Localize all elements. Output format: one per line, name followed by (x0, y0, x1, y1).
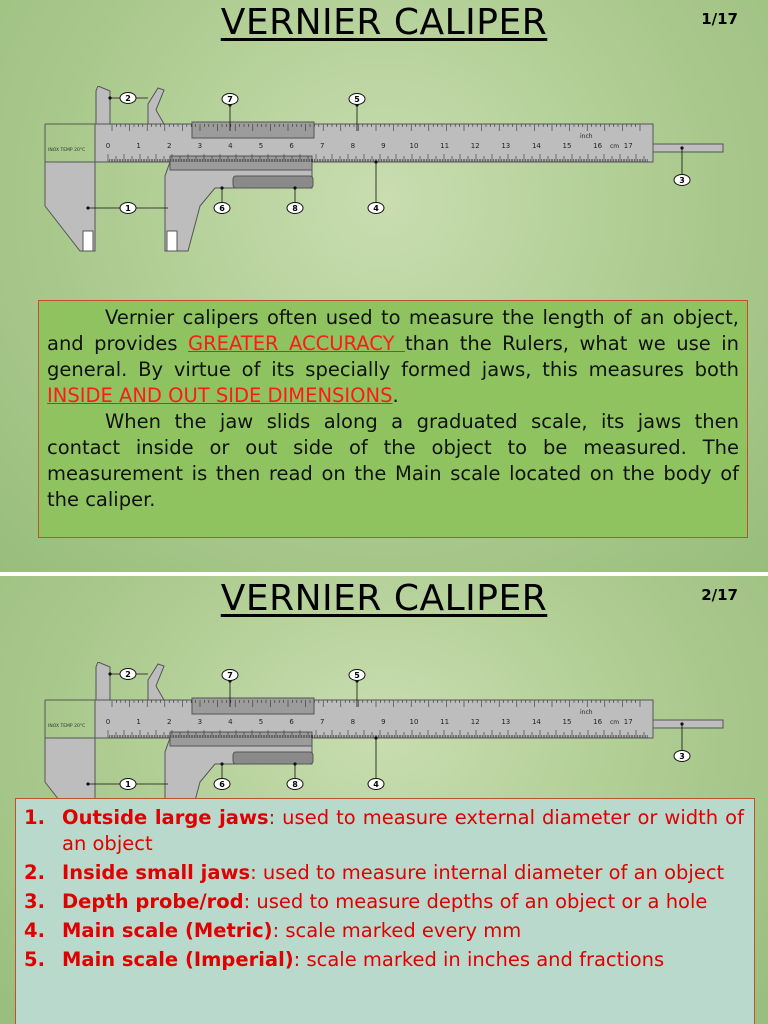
scale-number: 13 (501, 142, 511, 150)
highlight-dimensions: INSIDE AND OUT SIDE DIMENSIONS (47, 384, 393, 407)
callout-label: 3 (679, 176, 685, 185)
page-number: 2/17 (701, 586, 738, 604)
scale-number: 9 (381, 142, 386, 150)
paragraph-2: When the jaw slids along a graduated scale, its jaws then contact inside or out side of the object to be measured. The measurement is then read on the Main scale located on the body of the caliper. (47, 410, 739, 511)
scale-number: 8 (350, 718, 356, 726)
scale-number: 14 (531, 142, 541, 150)
scale-number: 6 (289, 142, 294, 150)
scale-number: 15 (562, 142, 572, 150)
scale-number: 8 (350, 142, 356, 150)
caliper-diagram (40, 86, 730, 256)
callout-label: 2 (125, 670, 131, 679)
scale-number: 17 (623, 718, 633, 726)
scale-number: 15 (562, 718, 572, 726)
scale-number: 17 (623, 142, 633, 150)
brand-label: INOX TEMP 20°C (48, 148, 86, 153)
scale-number: 16 (593, 718, 603, 726)
slide-title: VERNIER CALIPER (220, 2, 548, 43)
brand-label: INOX TEMP 20°C (48, 724, 86, 729)
scale-number: 1 (136, 718, 141, 726)
jaw-tip (167, 231, 177, 251)
fixed-jaw (45, 86, 110, 251)
slide-title: VERNIER CALIPER (220, 578, 548, 619)
callout-label: 1 (125, 780, 131, 789)
scale-number: 4 (228, 142, 233, 150)
unit-cm: cm (610, 143, 620, 150)
scale-number: 6 (289, 718, 294, 726)
list-item: 4. Main scale (Metric): scale marked every mm (24, 919, 522, 942)
scale-number: 12 (470, 718, 480, 726)
list-item: 5. Main scale (Imperial): scale marked in inches and fractions (24, 948, 665, 971)
scale-number: 5 (258, 718, 264, 726)
description-box (38, 300, 748, 538)
scale-number: 0 (105, 718, 111, 726)
list-item: 1. Outside large jaws: used to measure external diameter or width of an object (24, 806, 744, 855)
scale-number: 7 (319, 142, 325, 150)
scale-number: 3 (197, 718, 203, 726)
thumb-screw (233, 176, 313, 188)
unit-inch: inch (580, 709, 593, 716)
inside-jaw (148, 88, 164, 124)
callout-label: 6 (219, 780, 225, 789)
callout-label: 4 (373, 780, 379, 789)
depth-rod (653, 144, 723, 152)
scale-number: 2 (166, 142, 172, 150)
highlight-greater-accuracy: GREATER ACCURACY (188, 332, 405, 355)
vernier-plate-bottom (170, 732, 312, 746)
slide-2 (0, 576, 768, 1024)
scale-number: 16 (593, 142, 603, 150)
scale-number: 2 (166, 718, 172, 726)
unit-cm: cm (610, 719, 620, 726)
list-item: 2. Inside small jaws: used to measure internal diameter of an object (24, 861, 725, 884)
scale-number: 13 (501, 718, 511, 726)
scale-number: 4 (228, 718, 233, 726)
page-number: 1/17 (701, 10, 738, 28)
callout-label: 7 (227, 95, 233, 104)
paragraph-1: Vernier calipers often used to measure the length of an object, and provides GREATER ACCURACY than the Rulers, what we use in general. By virtue of its specially formed jaws, this measures both INSIDE AND OUT SIDE DIMENSIONS. (47, 306, 739, 407)
scale-number: 5 (258, 142, 264, 150)
scale-number: 9 (381, 718, 386, 726)
scale-number: 11 (440, 718, 450, 726)
scale-number: 10 (409, 142, 419, 150)
scale-number: 3 (197, 142, 203, 150)
vernier-plate-bottom (170, 156, 312, 170)
callout-label: 4 (373, 204, 379, 213)
callout-label: 7 (227, 671, 233, 680)
callout-label: 3 (679, 752, 685, 761)
scale-number: 12 (470, 142, 480, 150)
callout-label: 8 (292, 204, 298, 213)
callout-label: 6 (219, 204, 225, 213)
callout-label: 1 (125, 204, 131, 213)
scale-number: 11 (440, 142, 450, 150)
list-item: 3. Depth probe/rod: used to measure depths of an object or a hole (24, 890, 708, 913)
jaw-tip (83, 231, 93, 251)
inside-jaw (148, 664, 164, 700)
callout-label: 8 (292, 780, 298, 789)
callout-label: 2 (125, 94, 131, 103)
parts-list (15, 798, 755, 1024)
scale-number: 7 (319, 718, 325, 726)
scale-number: 14 (531, 718, 541, 726)
scale-number: 1 (136, 142, 141, 150)
callout-label: 5 (354, 671, 360, 680)
thumb-screw (233, 752, 313, 764)
depth-rod (653, 720, 723, 728)
scale-number: 10 (409, 718, 419, 726)
callout-label: 5 (354, 95, 360, 104)
scale-number: 0 (105, 142, 111, 150)
unit-inch: inch (580, 133, 593, 140)
